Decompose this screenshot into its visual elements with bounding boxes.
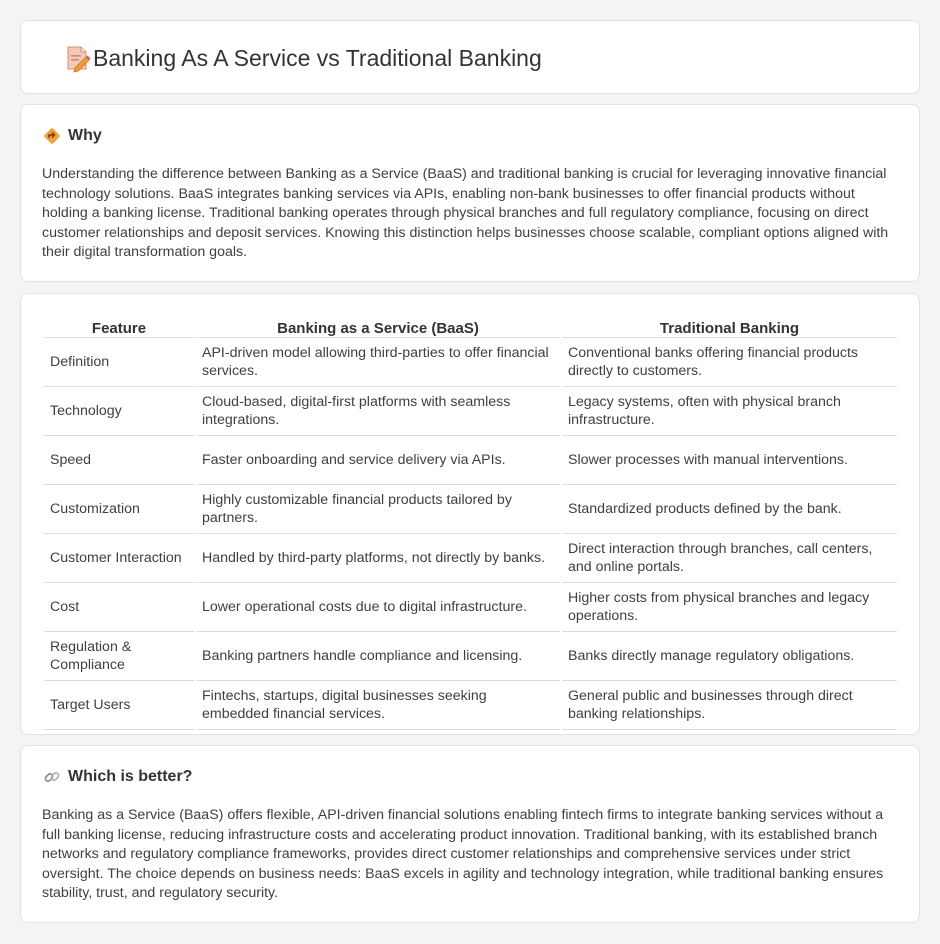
cell-feature: Target Users <box>44 681 194 730</box>
cell-baas: Cloud-based, digital-first platforms with seamless integrations. <box>196 387 560 436</box>
why-section <box>20 104 920 282</box>
why-text: Understanding the difference between Banking as a Service (BaaS) and traditional banking is crucial for leveraging innovative financial technology solutions. BaaS integrates banking services via APIs, enabling non-bank businesses to offer financial products without holding a banking license. Traditional banking operates through physical branches and full regulatory compliance, focusing on direct customer relationships and deposit services. Knowing this distinction helps businesses choose scalable, compliant options aligned with their digital transformation goals. <box>42 166 889 261</box>
page-title: Banking As A Service vs Traditional Banking <box>93 45 542 71</box>
cell-traditional: Banks directly manage regulatory obligations. <box>562 632 897 681</box>
cell-baas: Faster onboarding and service delivery via APIs. <box>196 436 560 485</box>
cell-traditional: Conventional banks offering financial products directly to customers. <box>562 338 897 387</box>
cell-baas: Banking partners handle compliance and licensing. <box>196 632 560 681</box>
comparison-table-card <box>20 293 920 735</box>
column-header-feature: Feature <box>44 316 194 338</box>
cell-feature: Customization <box>44 485 194 534</box>
cell-feature: Cost <box>44 583 194 632</box>
better-heading-text: Which is better? <box>68 768 193 785</box>
why-heading <box>43 127 102 145</box>
cell-feature: Definition <box>44 338 194 387</box>
cell-traditional: Direct interaction through branches, call centers, and online portals. <box>562 534 897 583</box>
column-header-baas: Banking as a Service (BaaS) <box>196 316 560 338</box>
cell-baas: Handled by third-party platforms, not directly by banks. <box>196 534 560 583</box>
cell-feature: Regulation & Compliance <box>44 632 194 681</box>
cell-baas: API-driven model allowing third-parties to offer financial services. <box>196 338 560 387</box>
cell-traditional: Higher costs from physical branches and legacy operations. <box>562 583 897 632</box>
document-pencil-icon <box>65 43 91 73</box>
table-row <box>44 632 897 681</box>
cell-feature: Customer Interaction <box>44 534 194 583</box>
comparison-table <box>42 316 899 730</box>
cell-traditional: General public and businesses through direct banking relationships. <box>562 681 897 730</box>
cell-feature: Speed <box>44 436 194 485</box>
table-row <box>44 436 897 485</box>
column-header-traditional: Traditional Banking <box>562 316 897 338</box>
diamond-road-sign-icon <box>43 127 61 145</box>
title-card <box>20 20 920 94</box>
table-row <box>44 387 897 436</box>
table-row <box>44 485 897 534</box>
link-icon <box>43 768 61 786</box>
table-row <box>44 338 897 387</box>
cell-traditional: Standardized products defined by the bank. <box>562 485 897 534</box>
cell-baas: Lower operational costs due to digital infrastructure. <box>196 583 560 632</box>
cell-traditional: Slower processes with manual interventions. <box>562 436 897 485</box>
why-heading-text: Why <box>68 127 102 144</box>
table-row <box>44 681 897 730</box>
table-header-row <box>44 316 897 338</box>
which-is-better-section <box>20 745 920 923</box>
better-text: Banking as a Service (BaaS) offers flexible, API-driven financial solutions enabling fintech firms to integrate banking services without a full banking license, reducing infrastructure costs and accelerating product innovation. Traditional banking, with its established branch networks and regulatory compliance frameworks, provides direct customer relationships and comprehensive services under strict oversight. The choice depends on business needs: BaaS excels in agility and technology integration, while traditional banking ensures stability, trust, and regulatory security. <box>42 807 884 902</box>
better-heading <box>43 768 192 786</box>
table-row <box>44 583 897 632</box>
cell-feature: Technology <box>44 387 194 436</box>
cell-traditional: Legacy systems, often with physical branch infrastructure. <box>562 387 897 436</box>
cell-baas: Fintechs, startups, digital businesses seeking embedded financial services. <box>196 681 560 730</box>
table-row <box>44 534 897 583</box>
cell-baas: Highly customizable financial products tailored by partners. <box>196 485 560 534</box>
